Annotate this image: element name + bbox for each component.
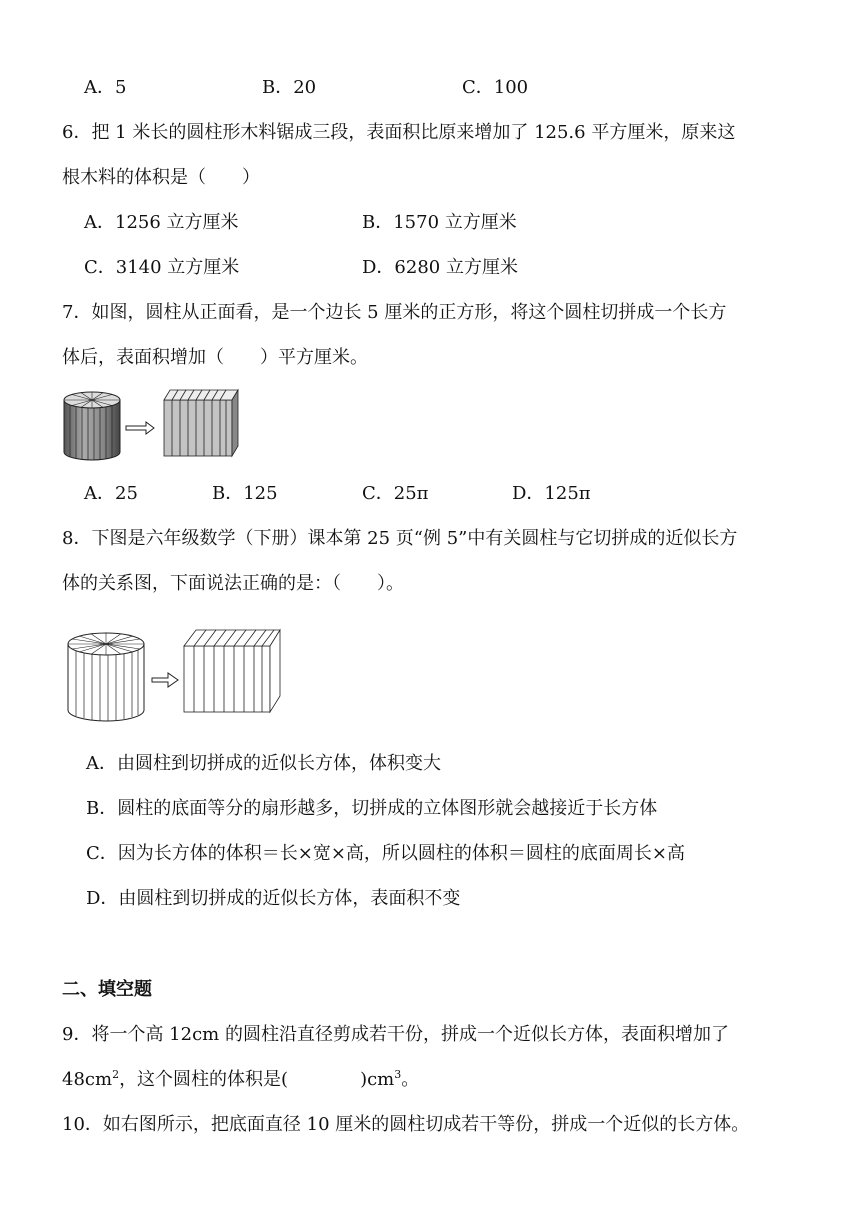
q8-option-d: D．由圆柱到切拼成的近似长方体，表面积不变 bbox=[86, 888, 461, 909]
q9-end-punct: 。 bbox=[401, 1069, 420, 1090]
q9-stem-line2 bbox=[62, 1068, 419, 1092]
q6-option-c: C．3140 立方厘米 bbox=[84, 257, 240, 278]
q9-superscript-3: 3 bbox=[394, 1068, 402, 1081]
q9-area-value: 48cm bbox=[62, 1069, 113, 1090]
q7-stem-line2: 体后，表面积增加（ ）平方厘米。 bbox=[62, 347, 368, 368]
q8-stem-line1: 8．下图是六年级数学（下册）课本第 25 页“例 5”中有关圆柱与它切拼成的近似长方 bbox=[62, 528, 738, 549]
q6-option-b: B．1570 立方厘米 bbox=[362, 212, 517, 233]
q6-option-d: D．6280 立方厘米 bbox=[362, 257, 518, 278]
q10-stem-line1: 10．如右图所示，把底面直径 10 厘米的圆柱切成若干等份，拼成一个近似的长方体。 bbox=[62, 1114, 750, 1135]
q7-stem-line1: 7．如图，圆柱从正面看，是一个边长 5 厘米的正方形，将这个圆柱切拼成一个长方 bbox=[62, 302, 727, 323]
q9-stem-line1: 9．将一个高 12cm 的圆柱沿直径剪成若干份，拼成一个近似长方体，表面积增加了 bbox=[62, 1024, 729, 1045]
section-heading-fill-in: 二、填空题 bbox=[62, 979, 152, 1000]
q8-option-a: A．由圆柱到切拼成的近似长方体，体积变大 bbox=[86, 753, 441, 774]
q7-cylinder-cuboid-figure bbox=[60, 386, 240, 464]
q5-option-c: C．100 bbox=[462, 77, 529, 98]
q8-option-c: C．因为长方体的体积＝长×宽×高，所以圆柱的体积＝圆柱的底面周长×高 bbox=[86, 843, 686, 864]
q6-option-a: A．1256 立方厘米 bbox=[84, 212, 239, 233]
q8-option-b: B．圆柱的底面等分的扇形越多，切拼成的立体图形就会越接近于长方体 bbox=[86, 798, 658, 819]
q7-option-c: C．25π bbox=[362, 483, 429, 504]
q5-option-a: A．5 bbox=[84, 77, 127, 98]
q6-stem-line2: 根木料的体积是（ ） bbox=[62, 167, 260, 188]
q9-superscript-2: 2 bbox=[112, 1068, 120, 1081]
q5-option-b: B．20 bbox=[262, 77, 317, 98]
q6-stem-line1: 6．把 1 米长的圆柱形木料锯成三段，表面积比原来增加了 125.6 平方厘米，原来这 bbox=[62, 122, 736, 143]
q7-option-b: B．125 bbox=[212, 483, 278, 504]
q9-blank-text: ，这个圆柱的体积是( )cm bbox=[119, 1069, 395, 1090]
q7-option-d: D．125π bbox=[512, 483, 591, 504]
q8-stem-line2: 体的关系图，下面说法正确的是：（ ）。 bbox=[62, 573, 404, 594]
q8-cylinder-cuboid-figure bbox=[64, 622, 284, 726]
q7-option-a: A．25 bbox=[84, 483, 138, 504]
